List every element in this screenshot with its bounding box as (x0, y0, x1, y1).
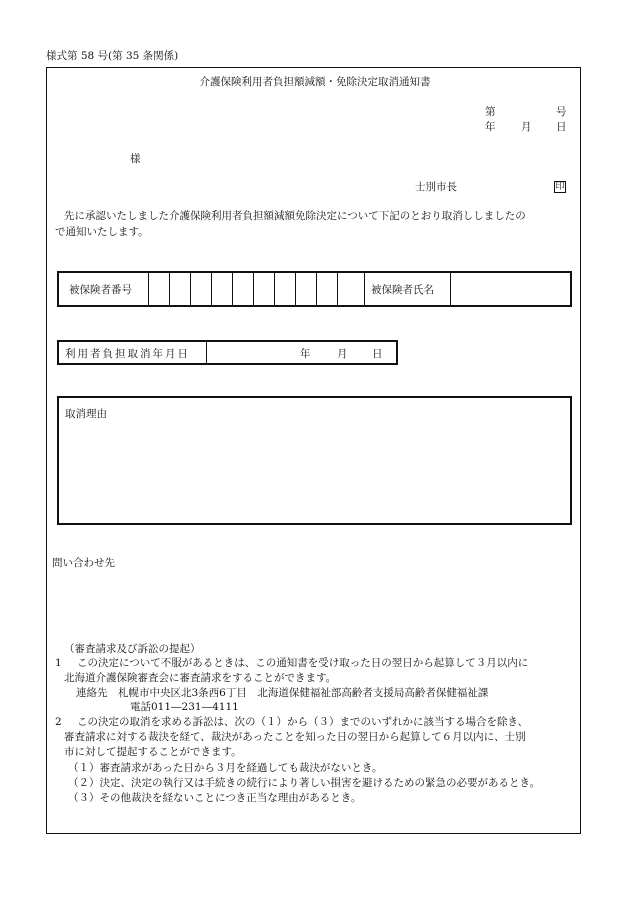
date-day: 日 (556, 121, 567, 133)
intro-line-2: で通知いたします。 (55, 226, 149, 238)
appeal-sub-item-2: （２）決定、決定の執行又は手続きの続行により著しい損害を避けるための緊急の必要があるとき。 (68, 777, 541, 789)
date-month: 月 (521, 121, 532, 133)
insured-number-digit-cell (190, 273, 191, 305)
cancel-date-value-cell (206, 342, 207, 363)
insured-number-digit-cell (316, 273, 317, 305)
insured-name-label-divider (364, 273, 365, 305)
insured-name-label: 被保険者氏名 (371, 284, 434, 296)
doc-number-prefix: 第 (485, 106, 496, 118)
cancel-date-day: 日 (372, 348, 383, 360)
cancel-reason-box (57, 396, 572, 525)
insured-name-cell (450, 273, 451, 305)
cancel-date-table (57, 340, 398, 365)
insured-number-digit-cell (169, 273, 170, 305)
appeal-item-1-number: 1 (55, 657, 62, 669)
doc-number-suffix: 号 (556, 106, 567, 118)
date-year: 年 (485, 121, 496, 133)
appeal-item-1-line-2: 北海道介護保険審査会に審査請求をすることができます。 (64, 672, 337, 684)
insured-number-digit-cell (337, 273, 338, 305)
issuer-name: 士別市長 (415, 181, 457, 193)
appeal-sub-item-1: （１）審査請求があった日から３月を経過しても裁決がないとき。 (68, 762, 383, 774)
seal-mark: 印 (555, 182, 565, 192)
addressee-suffix: 様 (130, 153, 141, 165)
cancel-date-label: 利用者負担取消年月日 (65, 348, 190, 360)
document-title: 介護保険利用者負担額減額・免除決定取消通知書 (199, 76, 431, 88)
form-number: 様式第 58 号(第 35 条関係) (46, 50, 179, 62)
inquiry-label: 問い合わせ先 (52, 557, 115, 569)
appeal-item-2-line-2: 審査請求に対する裁決を経て、裁決があったことを知った日の翌日から起算して６月以内に、士別 (64, 731, 526, 743)
appeal-item-2-line-1: この決定の取消を求める訴訟は、次の（１）から（３）までのいずれかに該当する場合を除き、 (77, 716, 529, 728)
insured-number-digit-cell (211, 273, 212, 305)
appeal-heading: （審査請求及び訴訟の提起） (64, 643, 201, 655)
insured-number-digit-cell (148, 273, 149, 305)
appeal-item-1-line-1: この決定について不服があるときは、この通知書を受け取った日の翌日から起算して３月以内に (77, 657, 529, 669)
insured-number-digit-cell (295, 273, 296, 305)
insured-info-table (57, 271, 572, 307)
appeal-phone-line: 電話011―231―4111 (130, 701, 239, 713)
cancel-date-year: 年 (300, 348, 311, 360)
insured-number-label: 被保険者番号 (69, 284, 132, 296)
insured-number-digit-cell (274, 273, 275, 305)
appeal-sub-item-3: （３）その他裁決を経ないことにつき正当な理由があるとき。 (68, 792, 362, 804)
appeal-item-2-number: 2 (55, 716, 62, 728)
appeal-contact-line: 連絡先 札幌市中央区北3条西6丁目 北海道保健福祉部高齢者支援局高齢者保健福祉課 (76, 687, 489, 699)
insured-number-digit-cell (232, 273, 233, 305)
cancel-date-month: 月 (337, 348, 348, 360)
insured-number-digit-cell (253, 273, 254, 305)
intro-line-1: 先に承認いたしました介護保険利用者負担額減額免除決定について下記のとおり取消ししましたの (64, 210, 526, 222)
appeal-item-2-line-3: 市に対して提起することができます。 (64, 746, 242, 758)
cancel-reason-label: 取消理由 (65, 408, 107, 420)
